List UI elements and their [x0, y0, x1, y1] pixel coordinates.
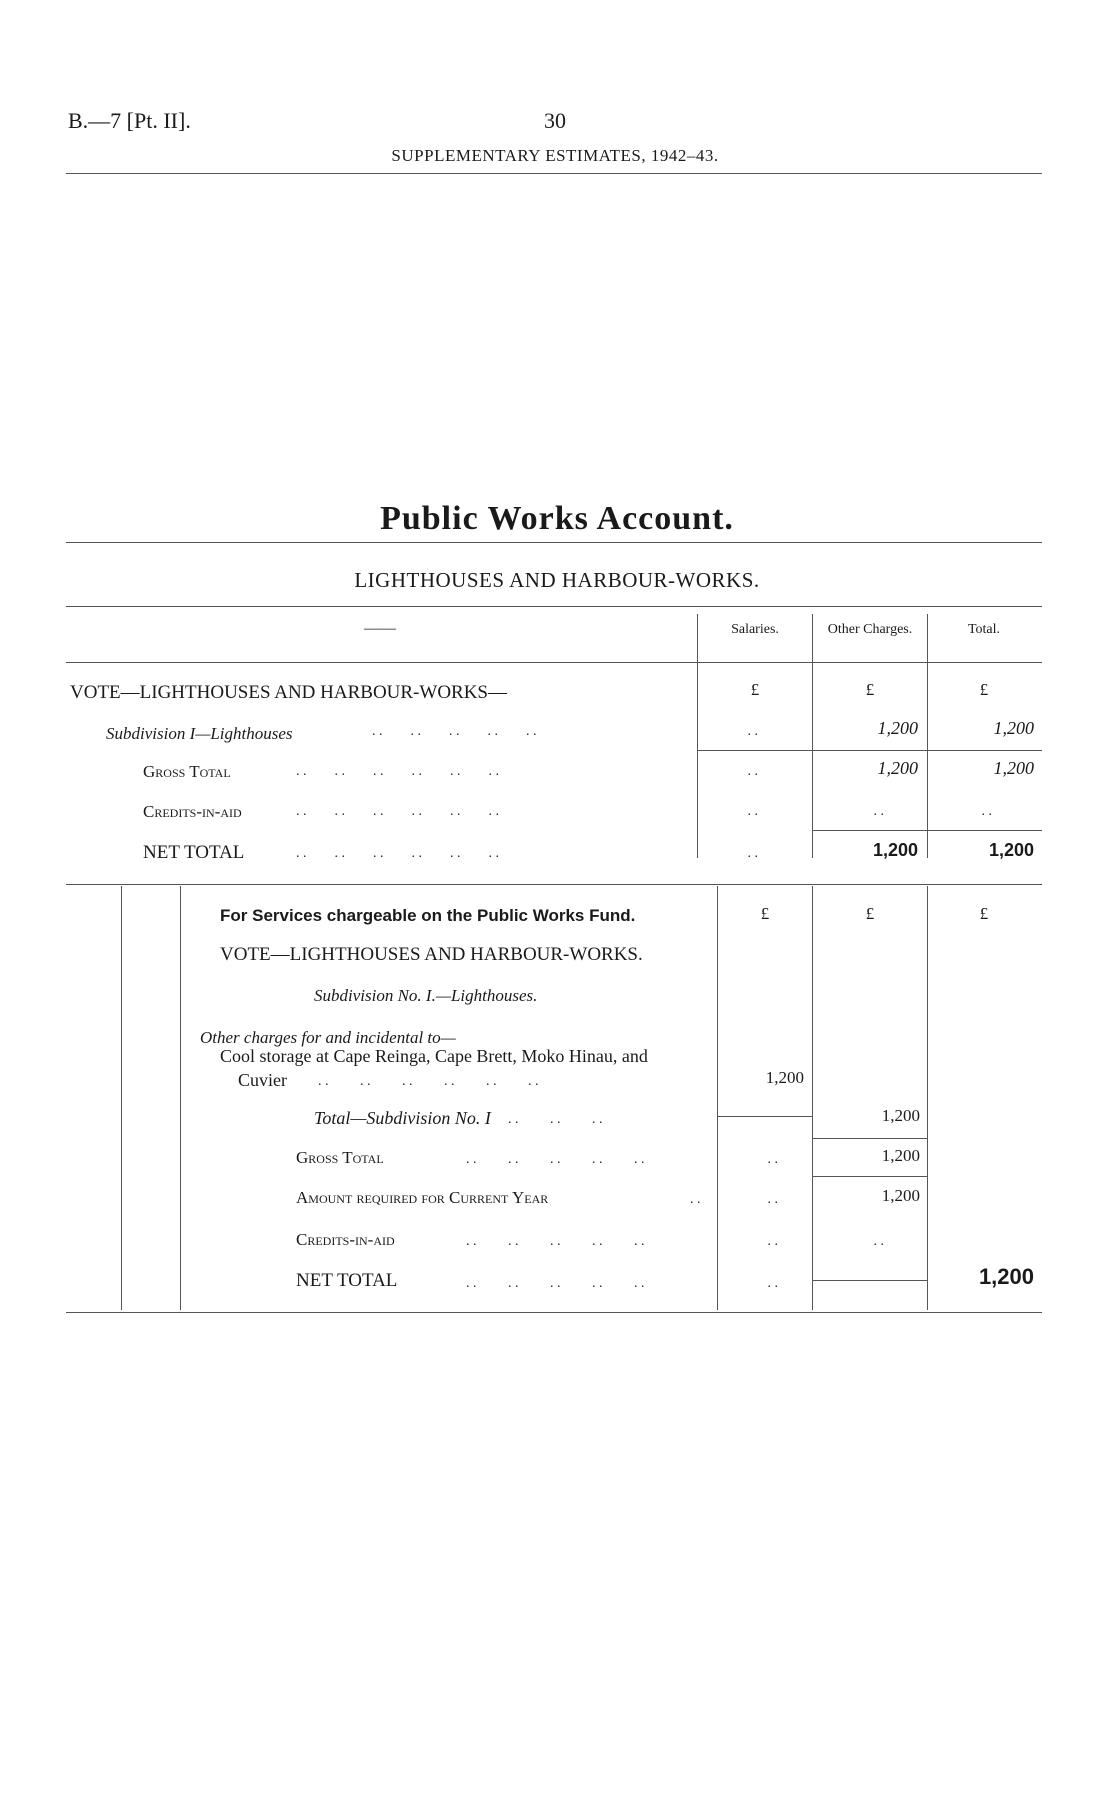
salaries-cell: . . — [747, 846, 758, 861]
vote-heading: VOTE—LIGHTHOUSES AND HARBOUR-WORKS— — [70, 682, 507, 703]
row-label: Gross Total — [296, 1148, 384, 1167]
detail-col-divider-3 — [927, 886, 928, 1310]
salaries-cell: . . — [747, 804, 758, 819]
subdivision-heading: Subdivision No. I.—Lighthouses. — [314, 986, 538, 1005]
other-charges-cell: 1,200 — [877, 758, 918, 778]
amount-salaries-cell: . . — [767, 1192, 778, 1207]
amount-required-value: 1,200 — [881, 1186, 920, 1205]
section-subtitle: LIGHTHOUSES AND HARBOUR-WORKS. — [354, 568, 760, 592]
other-charges-column-header: Other Charges. — [827, 622, 913, 637]
summary-header-rule — [66, 662, 1042, 663]
item-total-rule — [717, 1116, 812, 1117]
item-description-line-1: Cool storage at Cape Reinga, Cape Brett, Moko Hinau, and — [220, 1046, 648, 1066]
leader-dots: . . — [690, 1192, 701, 1207]
subtotal-rule — [697, 750, 1042, 751]
row-label: Credits-in-aid — [296, 1230, 395, 1249]
gross-salaries-cell: . . — [767, 1152, 778, 1167]
gross-total-value: 1,200 — [881, 1146, 920, 1165]
leader-dots: . . . . . . . . . . — [372, 724, 537, 739]
row-label: Gross Total — [143, 762, 231, 781]
gross-total-rule — [812, 1176, 927, 1177]
salaries-column-header: Salaries. — [731, 622, 779, 637]
leader-dots: . . . . . . . . . . — [466, 1234, 645, 1249]
item-description-line-2: Cuvier — [238, 1070, 287, 1090]
row-label: Total—Subdivision No. I — [314, 1108, 491, 1128]
leader-dots: . . . . . . . . . . — [466, 1276, 645, 1291]
document-reference: B.—7 [Pt. II]. — [68, 108, 191, 133]
summary-salaries-currency: £ — [750, 680, 760, 699]
credits-rule — [812, 830, 1042, 831]
detail-vote-heading: VOTE—LIGHTHOUSES AND HARBOUR-WORKS. — [220, 944, 643, 965]
fund-heading: For Services chargeable on the Public Works Fund. — [220, 906, 636, 925]
leader-dots: . . . . . . . . . . . . — [296, 804, 499, 819]
leader-dots: . . . . . . . . . . — [466, 1152, 645, 1167]
detail-col3-currency: £ — [979, 904, 989, 923]
detail-top-rule — [66, 884, 1042, 885]
total-column-header: Total. — [967, 622, 1001, 637]
total-cell: 1,200 — [993, 758, 1034, 778]
detail-left-margin-line-2 — [180, 886, 181, 1310]
item-amount: 1,200 — [765, 1068, 804, 1087]
summary-total-currency: £ — [979, 680, 989, 699]
leader-dots: . . . . . . . . . . . . — [296, 764, 499, 779]
total-cell: 1,200 — [988, 840, 1034, 860]
running-title: SUPPLEMENTARY ESTIMATES, 1942–43. — [391, 146, 719, 165]
credits-salaries-cell: . . — [767, 1234, 778, 1249]
leader-dots: . . . . . . — [508, 1112, 603, 1127]
detail-bottom-rule — [66, 1312, 1042, 1313]
salaries-cell: . . — [747, 764, 758, 779]
subdivision-total-value: 1,200 — [881, 1106, 920, 1125]
other-charges-cell: 1,200 — [872, 840, 918, 860]
row-label: NET TOTAL — [296, 1270, 398, 1291]
other-charges-cell: 1,200 — [877, 718, 918, 738]
leader-dots: . . . . . . . . . . . . — [296, 846, 499, 861]
subdivision-total-rule — [812, 1138, 927, 1139]
detail-col2-currency: £ — [865, 904, 875, 923]
credits-other-cell: . . — [873, 1234, 884, 1249]
other-charges-heading: Other charges for and incidental to— — [200, 1028, 456, 1047]
row-label: Credits-in-aid — [143, 802, 242, 821]
header-rule — [66, 173, 1042, 174]
total-cell: 1,200 — [993, 718, 1034, 738]
detail-left-margin-line-1 — [121, 886, 122, 1310]
net-salaries-cell: . . — [767, 1276, 778, 1291]
net-total-value: 1,200 — [978, 1264, 1034, 1289]
detail-col1-currency: £ — [760, 904, 770, 923]
row-label: Subdivision I—Lighthouses — [106, 724, 293, 743]
leader-dots: . . . . . . . . . . . . — [318, 1074, 539, 1089]
summary-other-currency: £ — [865, 680, 875, 699]
salaries-cell: . . — [747, 724, 758, 739]
summary-blank-heading: —— — [364, 620, 396, 637]
other-charges-cell: . . — [873, 804, 884, 819]
summary-top-rule — [66, 606, 1042, 607]
title-rule — [66, 542, 1042, 543]
page-title: Public Works Account. — [380, 500, 734, 537]
net-total-rule — [812, 1280, 927, 1281]
row-label: Amount required for Current Year — [296, 1188, 549, 1207]
page-number: 30 — [544, 108, 566, 133]
row-label: NET TOTAL — [143, 842, 245, 863]
total-cell: . . — [981, 804, 992, 819]
